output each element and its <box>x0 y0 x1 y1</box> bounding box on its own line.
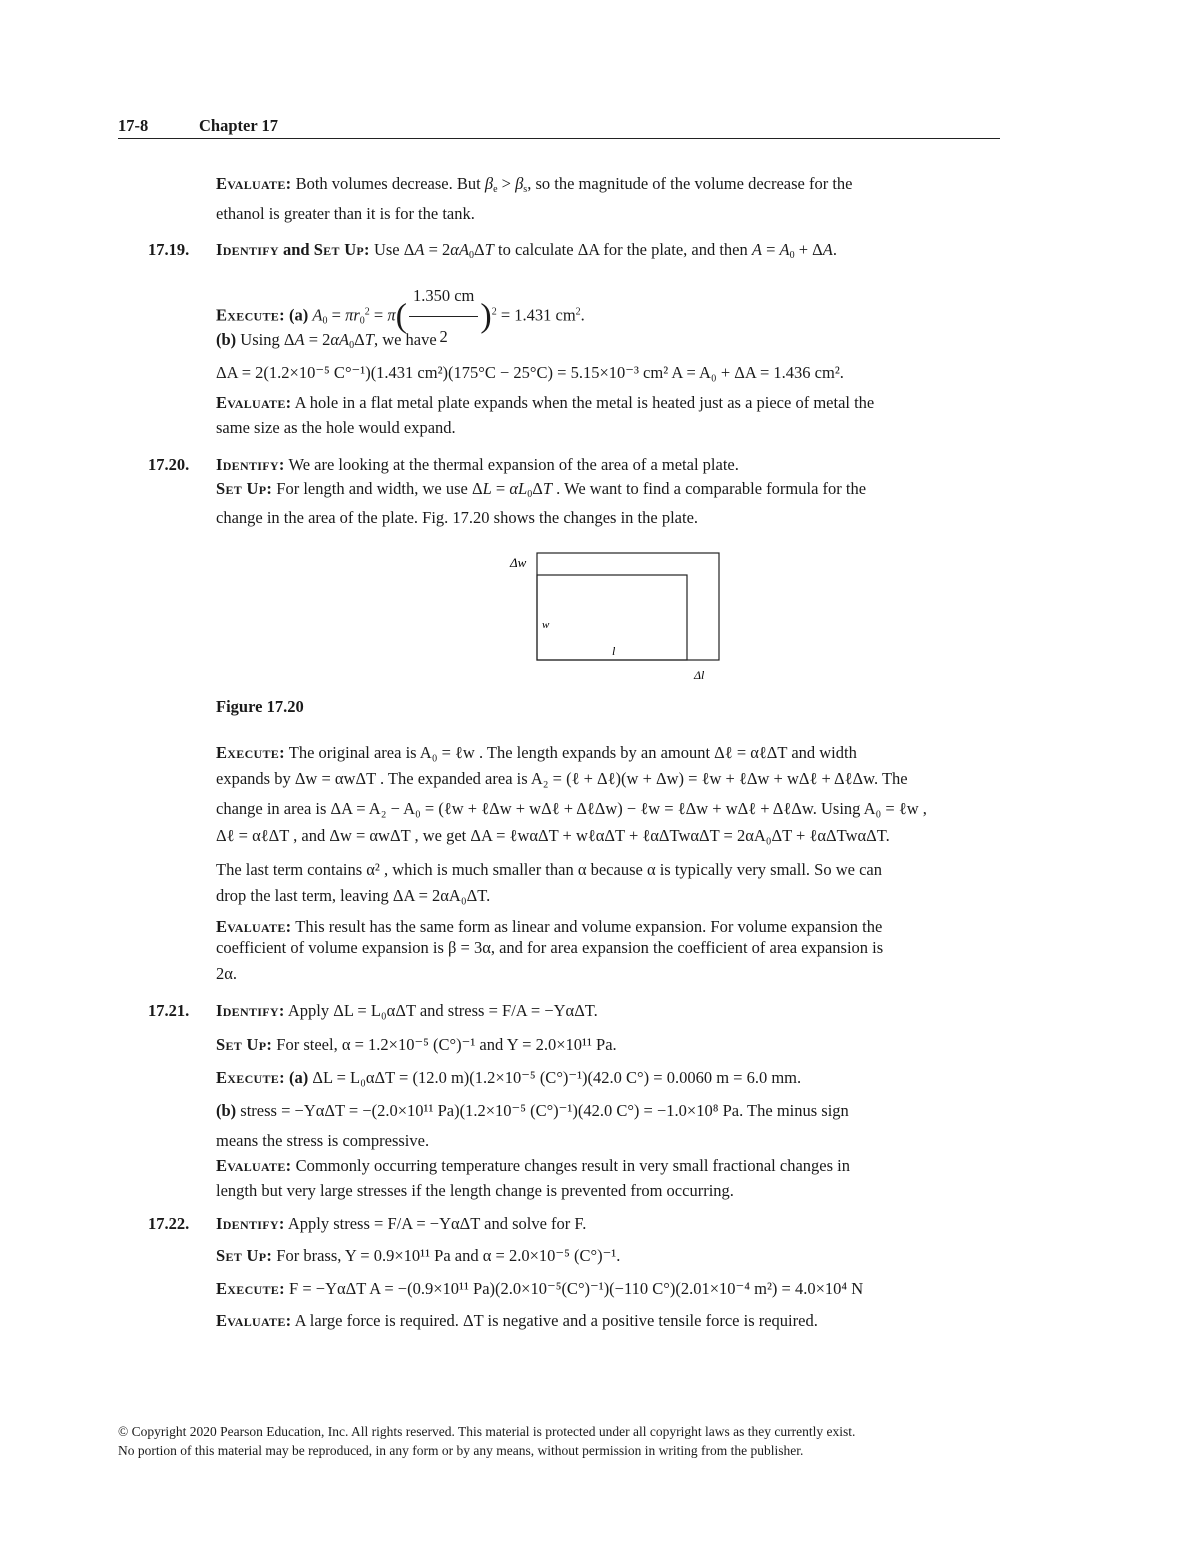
p20-execute-3: change in area is ΔA = A₂ − A₀ = (ℓw + ℓΔw + wΔℓ + ΔℓΔw) − ℓw = ℓΔw + wΔℓ + ΔℓΔw. Using A₀ = ℓw , <box>216 799 927 818</box>
p19-execute-b: (b) Using $\Delta A = 2\alpha A_0\Delta T$, we have <box>216 330 437 351</box>
p20-identify: Identify: We are looking at the thermal expansion of the area of a metal plate. <box>216 455 739 474</box>
figure-17-20 <box>500 548 740 688</box>
p20-evaluate-3: 2α. <box>216 964 238 983</box>
expanded-plate <box>537 553 719 660</box>
prev-evaluate-line1: Evaluate: Both volumes decrease. But $\beta_e > \beta_s$, so the magnitude of the volume decrease for the <box>216 174 853 195</box>
page-header <box>118 116 1000 139</box>
p19-evaluate: Evaluate: A hole in a flat metal plate expands when the metal is heated just as a piece of metal the <box>216 393 875 412</box>
p22-identify: Identify: Apply stress = F/A = −YαΔT and solve for F. <box>216 1214 587 1233</box>
dl-label: Δl <box>694 668 705 682</box>
p21-execute-b-2: means the stress is compressive. <box>216 1131 430 1150</box>
p20-execute-2: expands by Δw = αwΔT . The expanded area is A₂ = (ℓ + Δℓ)(w + Δw) = ℓw + ℓΔw + wΔℓ + ΔℓΔw. The <box>216 769 908 788</box>
p20-execute-1: Execute: The original area is A₀ = ℓw . The length expands by an amount Δℓ = αℓΔT and width <box>216 743 857 762</box>
p19-execute-a: Execute: (a) $A_0 = \pi r_0^2 = \pi$( $\frac{1.350 cm}{2}$ )$^2$ = 1.431 $cm^2$. <box>216 276 585 357</box>
dw-label: Δw <box>510 555 527 570</box>
figure-caption: Figure 17.20 <box>216 697 304 716</box>
fraction: $\frac{1.350 cm}{2}$ <box>409 276 478 357</box>
problem-number: 17.19. <box>148 240 190 259</box>
p20-execute-6: drop the last term, leaving ΔA = 2αA₀ΔT. <box>216 886 491 905</box>
p21-identify: Identify: Apply ΔL = L₀αΔT and stress = F/A = −YαΔT. <box>216 1001 598 1020</box>
p20-evaluate-1: Evaluate: This result has the same form as linear and volume expansion. For volume expansion the <box>216 917 883 936</box>
copyright-line-2: No portion of this material may be reproduced, in any form or by any means, without permission in writing from the publisher. <box>118 1443 804 1458</box>
p20-execute-5: The last term contains α² , which is much smaller than α because α is typically very small. So we can <box>216 860 882 879</box>
p22-setup: Set Up: For brass, Y = 0.9×10¹¹ Pa and α = 2.0×10⁻⁵ (C°)⁻¹. <box>216 1246 621 1265</box>
p20-setup: Set Up: For length and width, we use $\Delta L = \alpha L_0\Delta T$ . We want to find a comparable formula for the <box>216 479 867 500</box>
page-number: 17-8 <box>118 116 149 135</box>
p20-evaluate-2: coefficient of volume expansion is β = 3α, and for area expansion the coefficient of area expansion is <box>216 938 884 957</box>
p21-execute-a: Execute: (a) ΔL = L₀αΔT = (12.0 m)(1.2×10⁻⁵ (C°)⁻¹)(42.0 C°) = 0.0060 m = 6.0 mm. <box>216 1068 802 1087</box>
p22-evaluate: Evaluate: A large force is required. ΔT is negative and a positive tensile force is required. <box>216 1311 818 1330</box>
copyright-line-1: © Copyright 2020 Pearson Education, Inc. All rights reserved. This material is protected under all copyright laws as they currently exist. <box>118 1424 856 1439</box>
l-label: l <box>612 644 616 658</box>
p21-setup: Set Up: For steel, α = 1.2×10⁻⁵ (C°)⁻¹ and Y = 2.0×10¹¹ Pa. <box>216 1035 617 1054</box>
p20-setup-2: change in the area of the plate. Fig. 17.20 shows the changes in the plate. <box>216 508 699 527</box>
p21-execute-b: (b) stress = −YαΔT = −(2.0×10¹¹ Pa)(1.2×10⁻⁵ (C°)⁻¹)(42.0 C°) = −1.0×10⁸ Pa. The minus sign <box>216 1101 849 1120</box>
prev-evaluate-line2: ethanol is greater than it is for the tank. <box>216 204 475 223</box>
p21-evaluate-1: Evaluate: Commonly occurring temperature changes result in very small fractional changes in <box>216 1156 850 1175</box>
plate-diagram <box>500 548 740 688</box>
p19-evaluate-2: same size as the hole would expand. <box>216 418 456 437</box>
p20-execute-4: Δℓ = αℓΔT , and Δw = αwΔT , we get ΔA = ℓwαΔT + wℓαΔT + ℓαΔTwαΔT = 2αA₀ΔT + ℓαΔTwαΔT. <box>216 826 890 845</box>
p22-execute: Execute: F = −YαΔT A = −(0.9×10¹¹ Pa)(2.0×10⁻⁵(C°)⁻¹)(−110 C°)(2.01×10⁻⁴ m²) = 4.0×10⁴ N <box>216 1279 864 1298</box>
p21-evaluate-2: length but very large stresses if the length change is prevented from occurring. <box>216 1181 734 1200</box>
w-label: w <box>542 619 550 631</box>
problem-number: 17.21. <box>148 1001 190 1020</box>
p19-identify: Identify and Set Up: Use $\Delta A = 2\alpha A_0\Delta T$ to calculate ΔA for the plate, and then $A = A_0 + \Delta A$. <box>216 240 838 261</box>
evaluate-label: Evaluate: <box>216 174 292 193</box>
chapter-title: Chapter 17 <box>199 116 278 135</box>
problem-number: 17.22. <box>148 1214 190 1233</box>
problem-number: 17.20. <box>148 455 190 474</box>
p19-long-equation: ΔA = 2(1.2×10⁻⁵ C°⁻¹)(1.431 cm²)(175°C − 25°C) = 5.15×10⁻³ cm² A = A₀ + ΔA = 1.436 cm². <box>216 363 844 382</box>
